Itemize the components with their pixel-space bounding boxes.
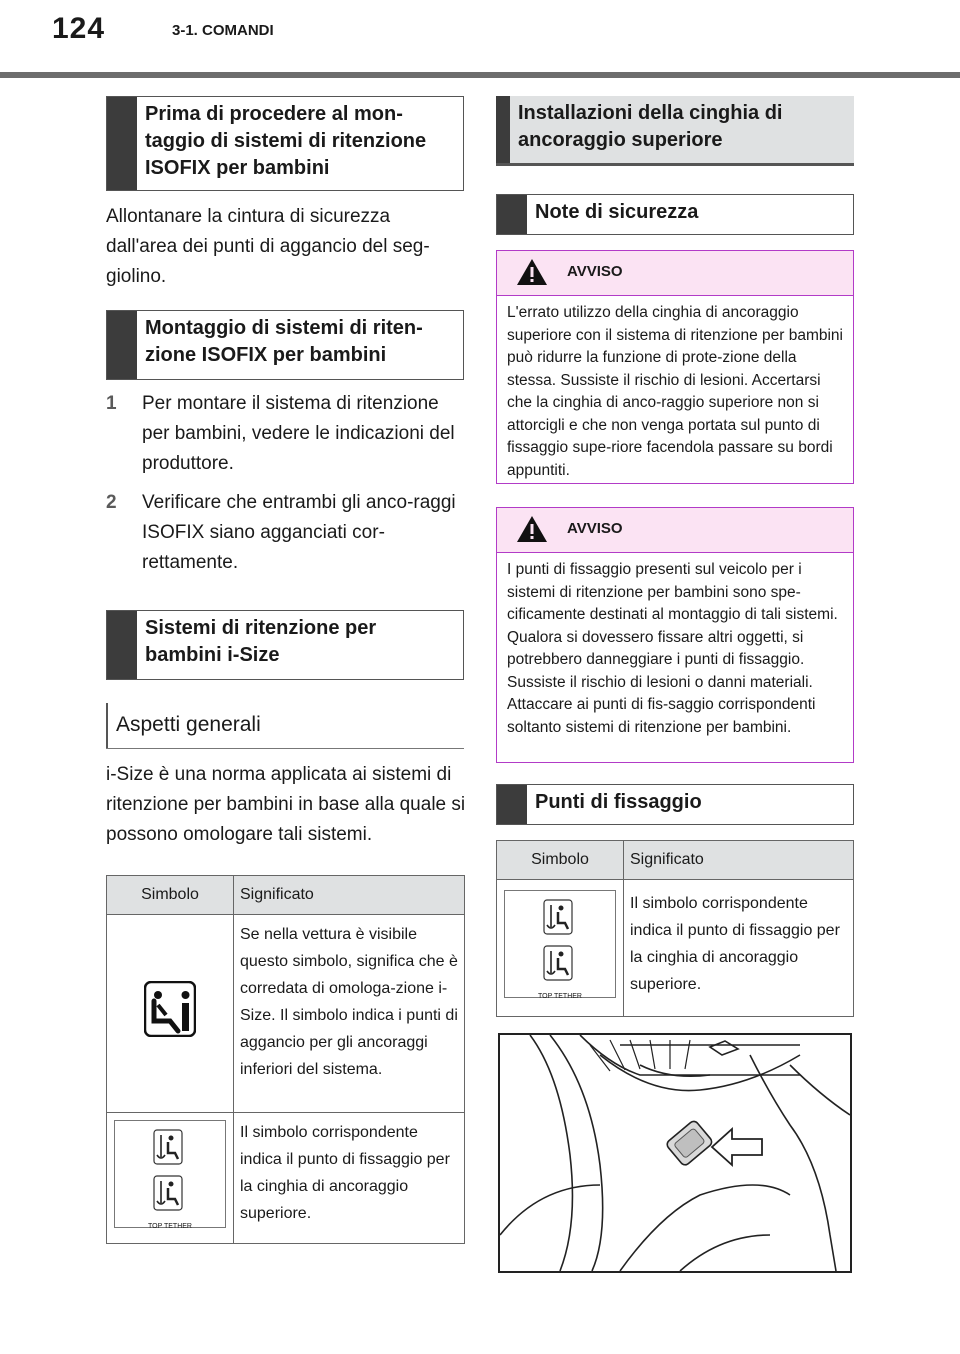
top-tether-symbol (504, 890, 616, 998)
section-bar (107, 611, 137, 679)
table-header: Significato (624, 841, 854, 880)
warning-box-1 (496, 250, 854, 484)
table-row (107, 915, 465, 1113)
section-box-note (496, 194, 854, 235)
symbol-cell (497, 880, 624, 1017)
tether-seat-icon (153, 1175, 183, 1211)
section-box-montaggio (106, 310, 464, 380)
step-number: 1 (106, 393, 117, 414)
page-number: 124 (52, 12, 106, 45)
section-bar (107, 97, 137, 190)
table-row (497, 880, 854, 1017)
section-box-prima (106, 96, 464, 191)
table-header: Simbolo (107, 876, 234, 915)
section-title-prima: Prima di procedere al mon-taggio di sistemi di ritenzione ISOFIX per bambini (145, 103, 427, 179)
section-box-isize (106, 610, 464, 680)
table-header: Simbolo (497, 841, 624, 880)
section-bar (496, 96, 510, 163)
section-bar (497, 195, 527, 234)
section-bar (107, 311, 137, 379)
paragraph-allontanare: Allontanare la cintura di sicurezza dall'area dei punti di aggancio del seg-giolino. (106, 206, 430, 287)
paragraph-isize: i-Size è una norma applicata ai sistemi di ritenzione per bambini in base alla quale si possono omologare tali sistemi. (106, 764, 466, 845)
table-row (107, 1113, 465, 1244)
table-header: Significato (234, 876, 465, 915)
section-title-installazioni: Installazioni della cinghia di ancoraggio superiore (518, 102, 783, 151)
isize-symbol-icon (144, 981, 196, 1037)
tether-seat-icon (543, 899, 573, 935)
warning-label: AVVISO (567, 520, 623, 537)
top-tether-symbol (114, 1120, 226, 1228)
car-interior-drawing (500, 1035, 850, 1271)
top-tether-label: TOP TETHER (148, 1222, 192, 1230)
step-2 (106, 488, 466, 583)
tether-seat-icon (543, 945, 573, 981)
warning-box-2 (496, 507, 854, 763)
section-box-installazioni (496, 96, 854, 166)
section-title-note: Note di sicurezza (535, 201, 699, 223)
step-text: Verificare che entrambi gli anco-raggi ISOFIX siano agganciati cor-rettamente. (142, 492, 456, 573)
meaning-cell: Il simbolo corrispondente indica il punto di fissaggio per la cinghia di ancoraggio superiore. (234, 1113, 465, 1244)
section-title-isize: Sistemi di ritenzione per bambini i-Size (145, 617, 377, 666)
warning-text: I punti di fissaggio presenti sul veicolo per i sistemi di ritenzione per bambini sono spe-cificamente destinati al montaggio di tali sistemi. Qualora si dovessero fissare altri oggetti, si potrebbero danneggiare i punti di fissaggio. Sussiste il rischio di lesioni o danni materiali. Attaccare ai punti di fis-saggio corrispondenti soltanto sistemi di ritenzione per bambini. (507, 561, 838, 736)
symbol-cell (107, 1113, 234, 1244)
section-title-montaggio: Montaggio di sistemi di riten-zione ISOFIX per bambini (145, 317, 423, 366)
section-bar (497, 785, 527, 824)
warning-triangle-icon (515, 257, 549, 287)
warning-text: L'errato utilizzo della cinghia di ancoraggio superiore con il sistema di ritenzione per bambini può ridurre la funzione di prote-zione della stessa. Sussiste il rischio di lesioni. Accertarsi che la cinghia di anco-raggio superiore non si attorcigli e che non venga portata sul punto di fissaggio supe-riore facendola passare su bordi appuntiti. (507, 304, 843, 479)
header-rule (0, 72, 960, 78)
step-text: Per montare il sistema di ritenzione per bambini, vedere le indicazioni del produttore. (142, 393, 455, 474)
warning-label: AVVISO (567, 263, 623, 280)
tether-seat-icon (153, 1129, 183, 1165)
top-tether-label: TOP TETHER (538, 992, 582, 1000)
section-box-punti (496, 784, 854, 825)
meaning-cell: Se nella vettura è visibile questo simbolo, significa che è corredata di omologa-zione i-Size. Il simbolo indica i punti di aggancio per gli ancoraggi inferiori del sistema. (234, 915, 465, 1113)
section-title-punti: Punti di fissaggio (535, 791, 702, 813)
section-title: 3-1. COMANDI (172, 22, 274, 39)
tether-anchor-illustration (498, 1033, 852, 1273)
step-1 (106, 389, 466, 484)
warning-triangle-icon (515, 514, 549, 544)
warning-header (497, 251, 853, 296)
subhead-rule (106, 748, 464, 749)
symbol-cell (107, 915, 234, 1113)
subhead-aspetti: Aspetti generali (116, 713, 261, 736)
symbol-table-right (496, 840, 854, 1017)
subhead-bar (106, 703, 108, 749)
warning-header (497, 508, 853, 553)
symbol-table-left (106, 875, 465, 1244)
step-number: 2 (106, 492, 117, 513)
meaning-cell: Il simbolo corrispondente indica il punto di fissaggio per la cinghia di ancoraggio superiore. (624, 880, 854, 1017)
